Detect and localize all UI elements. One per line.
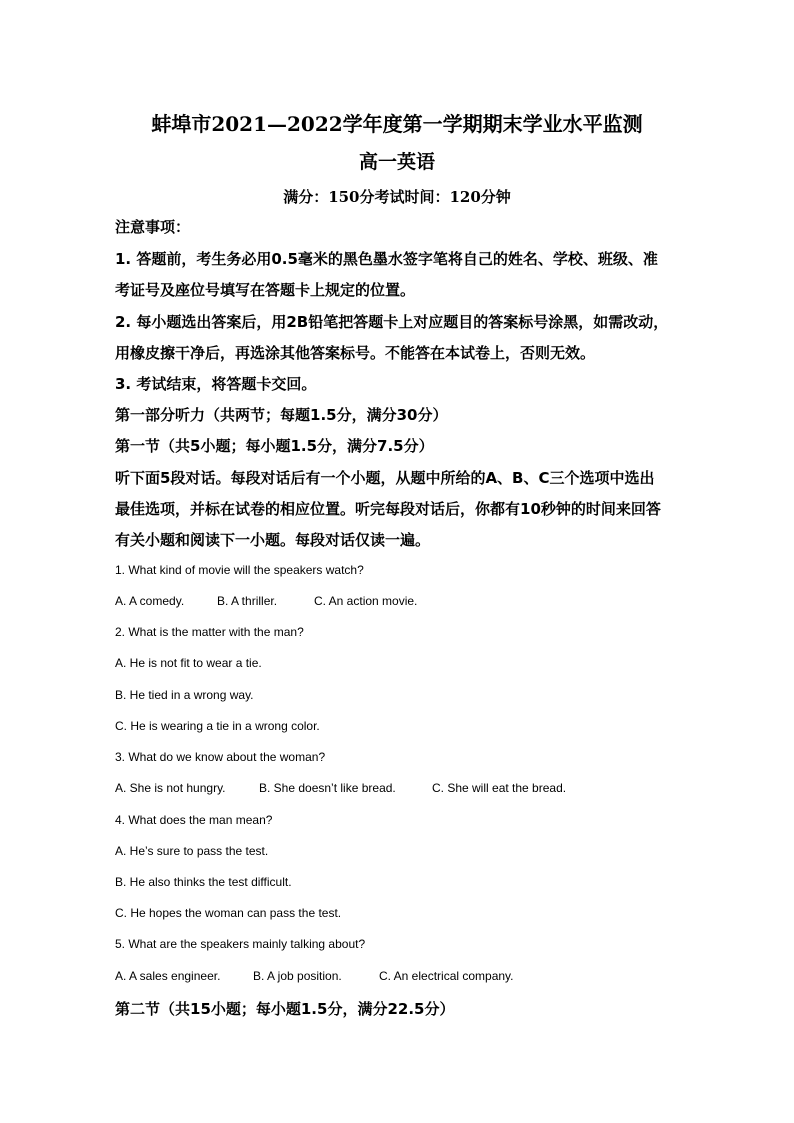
option-a: A. A comedy.: [115, 594, 185, 608]
option-c: C. An action movie.: [314, 594, 418, 608]
part1-heading: 第一部分听力（共两节；每题1.5分，满分30分）: [115, 406, 448, 424]
option-c: C. An electrical company.: [379, 969, 514, 983]
option-a: A. He is not fit to wear a tie.: [115, 656, 262, 670]
instruction-line: 用橡皮擦干净后，再选涂其他答案标号。不能答在本试卷上，否则无效。: [115, 344, 596, 362]
option-a: A. A sales engineer.: [115, 969, 221, 983]
instruction-line: 3. 考试结束，将答题卡交回。: [115, 375, 317, 393]
option-b: B. She doesn’t like bread.: [259, 781, 396, 795]
score-time-info: 满分：150分考试时间：120分钟: [283, 188, 511, 206]
section1-description: 有关小题和阅读下一小题。每段对话仅读一遍。: [115, 531, 431, 549]
section1-heading: 第一节（共5小题；每小题1.5分，满分7.5分）: [115, 437, 434, 455]
option-c: C. He is wearing a tie in a wrong color.: [115, 719, 320, 733]
section2-heading: 第二节（共15小题；每小题1.5分，满分22.5分）: [115, 1000, 455, 1018]
question-stem: 1. What kind of movie will the speakers watch?: [115, 563, 364, 577]
instruction-line: 2. 每小题选出答案后，用2B铅笔把答题卡上对应题目的答案标号涂黑，如需改动，: [115, 313, 669, 331]
question-stem: 5. What are the speakers mainly talking about?: [115, 937, 366, 951]
section1-description: 最佳选项，并标在试卷的相应位置。听完每段对话后，你都有10秒钟的时间来回答: [115, 500, 661, 518]
exam-subject: 高一英语: [358, 151, 435, 173]
question-stem: 4. What does the man mean?: [115, 813, 273, 827]
option-c: C. She will eat the bread.: [432, 781, 567, 795]
option-b: B. A thriller.: [217, 594, 278, 608]
instruction-line: 1. 答题前，考生务必用0.5毫米的黑色墨水签字笔将自己的姓名、学校、班级、准: [115, 250, 658, 268]
option-c: C. He hopes the woman can pass the test.: [115, 906, 342, 920]
instruction-line: 考证号及座位号填写在答题卡上规定的位置。: [115, 281, 416, 299]
option-a: A. He’s sure to pass the test.: [115, 844, 269, 858]
option-b: B. A job position.: [253, 969, 342, 983]
question-stem: 3. What do we know about the woman?: [115, 750, 326, 764]
instructions-heading: 注意事项：: [115, 218, 191, 236]
option-b: B. He also thinks the test difficult.: [115, 875, 292, 889]
option-b: B. He tied in a wrong way.: [115, 688, 254, 702]
option-a: A. She is not hungry.: [115, 781, 226, 795]
question-stem: 2. What is the matter with the man?: [115, 625, 304, 639]
exam-title: 蚌埠市2021—2022学年度第一学期期末学业水平监测: [151, 112, 643, 136]
section1-description: 听下面5段对话。每段对话后有一个小题，从题中所给的A、B、C三个选项中选出: [115, 469, 655, 487]
